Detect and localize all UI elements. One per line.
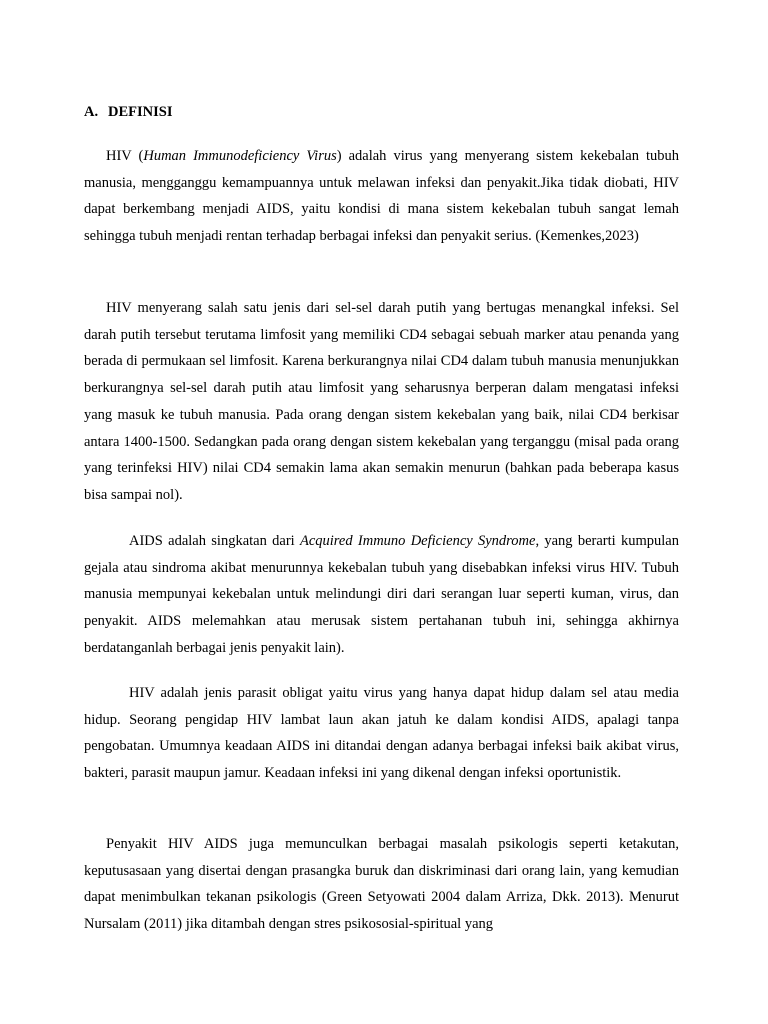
section-title: DEFINISI	[108, 104, 173, 120]
p1-text-end: ) adalah virus yang menyerang sistem kekebalan tubuh manusia, mengganggu kemampuannya untuk melawan infeksi dan penyakit.Jika tidak diobati, HIV dapat berkembang menjadi AIDS, yaitu kondisi di mana sistem kekebalan tubuh sangat lemah sehingga tubuh menjadi rentan terhadap berbagai infeksi dan penyakit serius. (Kemenkes,2023)	[84, 148, 679, 245]
paragraph-aids-definition	[84, 528, 679, 662]
p1-text-start: HIV (	[106, 148, 144, 164]
p3-text-start: AIDS adalah singkatan dari	[129, 533, 300, 549]
section-number: A.	[84, 104, 99, 120]
section-heading	[84, 102, 172, 122]
paragraph-psychological: Penyakit HIV AIDS juga memunculkan berbagai masalah psikologis seperti ketakutan, keputusasaan yang disertai dengan prasangka buruk dan diskriminasi dari orang lain, yang kemudian dapat menimbulkan tekanan psikologis (Green Setyowati 2004 dalam Arriza, Dkk. 2013). Menurut Nursalam (2011) jika ditambah dengan stres psikososial-spiritual yang	[84, 836, 679, 933]
p3-text-end: , yang berarti kumpulan gejala atau sindroma akibat menurunnya kekebalan tubuh yang disebabkan infeksi virus HIV. Tubuh manusia mempunyai kekebalan untuk melindungi diri dari serangan luar seperti kuman, virus, dan penyakit. AIDS melemahkan atau merusak sistem pertahanan tubuh ini, sehingga akhirnya berdatanganlah berbagai jenis penyakit lain).	[84, 533, 679, 656]
paragraph-hiv-cd4: HIV menyerang salah satu jenis dari sel-sel darah putih yang bertugas menangkal infeksi. Sel darah putih tersebut terutama limfosit yang memiliki CD4 sebagai sebuah marker atau penanda yang berada di permukaan sel limfosit. Karena berkurangnya nilai CD4 dalam tubuh manusia menunjukkan berkurangnya sel-sel darah putih atau limfosit yang seharusnya berperan dalam mengatasi infeksi yang masuk ke tubuh manusia. Pada orang dengan sistem kekebalan yang baik, nilai CD4 berkisar antara 1400-1500. Sedangkan pada orang dengan sistem kekebalan yang terganggu (misal pada orang yang terinfeksi HIV) nilai CD4 semakin lama akan semakin menurun (bahkan pada beberapa kasus bisa sampai nol).	[84, 300, 679, 503]
p1-italic-term: Human Immunodeficiency Virus	[143, 148, 337, 164]
paragraph-hiv-parasite: HIV adalah jenis parasit obligat yaitu virus yang hanya dapat hidup dalam sel atau media hidup. Seorang pengidap HIV lambat laun akan jatuh ke dalam kondisi AIDS, apalagi tanpa pengobatan. Umumnya keadaan AIDS ini ditandai dengan adanya berbagai infeksi baik akibat virus, bakteri, parasit maupun jamur. Keadaan infeksi ini yang dikenal dengan infeksi oportunistik.	[84, 685, 679, 782]
p3-italic-term: Acquired Immuno Deficiency Syndrome	[299, 533, 536, 549]
paragraph-hiv-definition	[84, 143, 679, 250]
